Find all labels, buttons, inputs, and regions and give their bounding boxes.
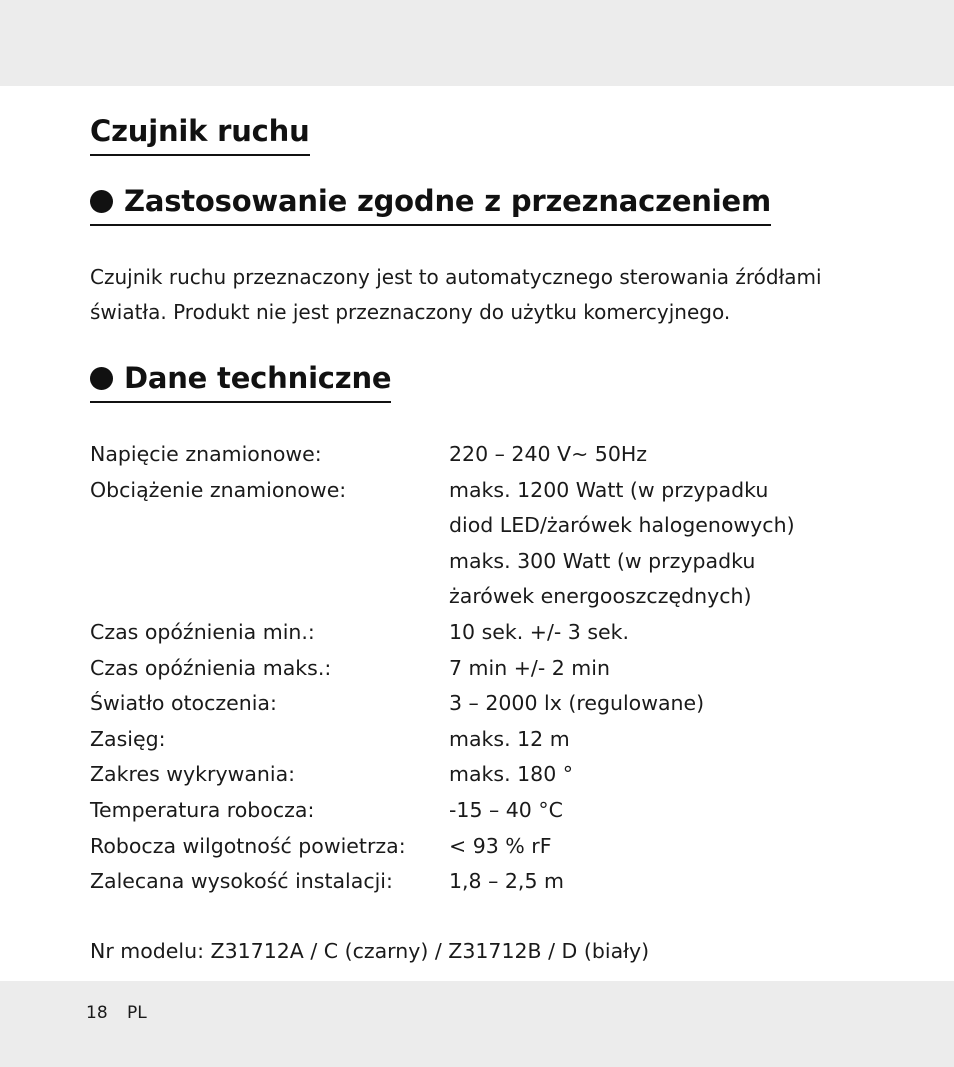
- table-row: [90, 437, 870, 473]
- section-heading-text: Dane techniczne: [124, 361, 392, 395]
- section-heading-text: Zastosowanie zgodne z przeznaczeniem: [124, 184, 771, 218]
- section-heading-technical-data: [90, 359, 391, 403]
- spec-value: -15 – 40 °C: [449, 797, 563, 822]
- spec-label: Światło otoczenia:: [90, 691, 277, 716]
- spec-label: Obciążenie znamionowe:: [90, 477, 347, 502]
- table-row: [90, 829, 870, 865]
- section-heading-intended-use: [90, 182, 771, 226]
- table-row: [90, 722, 870, 758]
- spec-label: Czas opóźnienia maks.:: [90, 655, 332, 680]
- table-row: [90, 793, 870, 829]
- paragraph-line: Czujnik ruchu przeznaczony jest to automatycznego sterowania źródłami: [90, 265, 822, 289]
- spec-value: żarówek energooszczędnych): [449, 584, 752, 609]
- spec-value: < 93 % rF: [449, 833, 552, 858]
- spec-value: 3 – 2000 lx (regulowane): [449, 691, 705, 716]
- table-row: [90, 686, 870, 722]
- language-code: PL: [127, 1003, 147, 1023]
- spec-label: Zasięg:: [90, 726, 166, 751]
- page-footer: [86, 1001, 161, 1025]
- spec-value: diod LED/żarówek halogenowych): [449, 513, 795, 538]
- table-row: [90, 615, 870, 651]
- table-row: [90, 864, 870, 900]
- bullet-icon: [90, 190, 113, 213]
- spec-label: [90, 544, 449, 580]
- page-number: 18: [86, 1003, 108, 1023]
- spec-value: maks. 300 Watt (w przypadku: [449, 548, 756, 573]
- spec-value: maks. 1200 Watt (w przypadku: [449, 477, 769, 502]
- spec-value: maks. 12 m: [449, 726, 570, 751]
- intended-use-paragraph: [90, 260, 880, 330]
- table-row: [90, 544, 870, 580]
- paragraph-line: światła. Produkt nie jest przeznaczony do użytku komercyjnego.: [90, 300, 731, 324]
- spec-value: maks. 180 °: [449, 762, 574, 787]
- technical-data-table: [90, 437, 870, 900]
- spec-value: 7 min +/- 2 min: [449, 655, 610, 680]
- spec-label: Czas opóźnienia min.:: [90, 619, 315, 644]
- spec-value: 1,8 – 2,5 m: [449, 869, 564, 894]
- table-row: [90, 473, 870, 509]
- table-row: [90, 757, 870, 793]
- spec-label: Zalecana wysokość instalacji:: [90, 869, 393, 894]
- spec-label: [90, 579, 449, 615]
- spec-label: [90, 508, 449, 544]
- table-row: [90, 651, 870, 687]
- top-margin-band: [0, 0, 954, 86]
- table-row: [90, 508, 870, 544]
- spec-label: Temperatura robocza:: [90, 797, 315, 822]
- spec-value: 220 – 240 V~ 50Hz: [449, 442, 648, 466]
- spec-label: Zakres wykrywania:: [90, 762, 296, 787]
- table-row: [90, 579, 870, 615]
- spec-label: Robocza wilgotność powietrza:: [90, 833, 406, 858]
- bullet-icon: [90, 367, 113, 390]
- page-title: Czujnik ruchu: [90, 112, 310, 156]
- spec-value: 10 sek. +/- 3 sek.: [449, 619, 630, 644]
- spec-label: Napięcie znamionowe:: [90, 442, 322, 466]
- model-number: Nr modelu: Z31712A / C (czarny) / Z31712B / D (biały): [90, 939, 650, 963]
